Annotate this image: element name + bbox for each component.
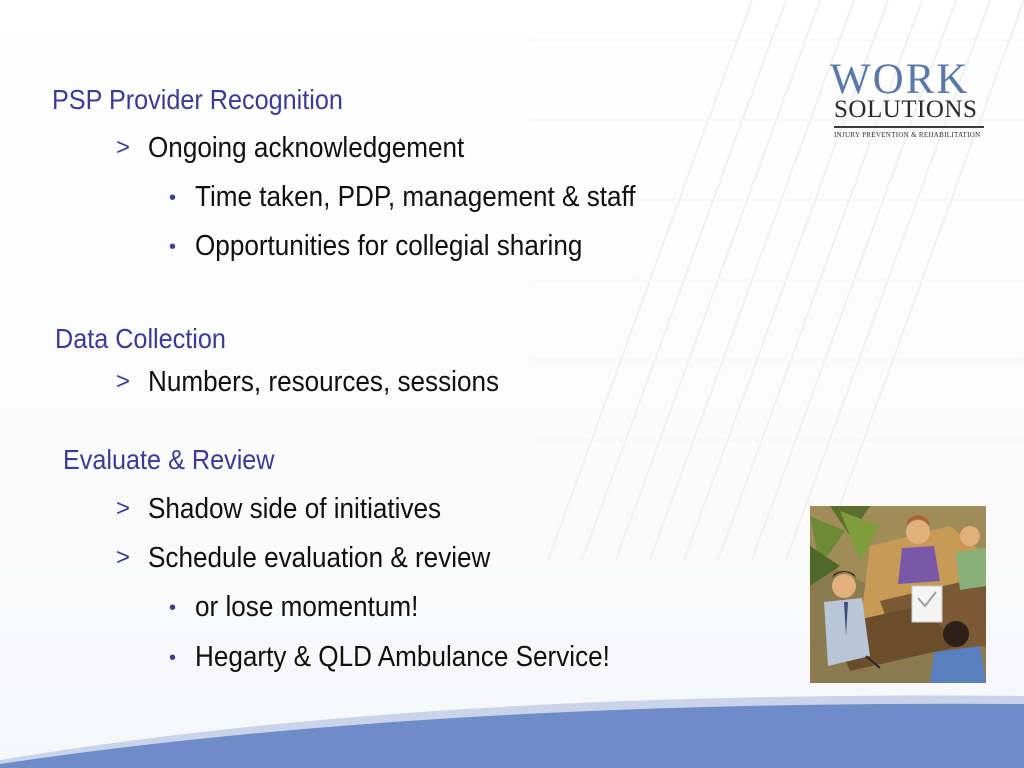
bullet-text: Shadow side of initiatives xyxy=(148,493,442,525)
dot-bullet-icon: • xyxy=(169,647,177,669)
bullet-item-level1 xyxy=(116,365,538,399)
bullet-text: or lose momentum! xyxy=(195,591,419,623)
bullet-item-level1 xyxy=(116,492,474,526)
section-heading-psp-provider-recognition: PSP Provider Recognition xyxy=(52,84,343,115)
bullet-item-level2 xyxy=(169,640,656,674)
dot-bullet-icon: • xyxy=(169,236,177,258)
dot-bullet-icon: • xyxy=(169,187,177,209)
bullet-text: Time taken, PDP, management & staff xyxy=(195,181,636,213)
section-heading-data-collection: Data Collection xyxy=(55,323,226,354)
chevron-bullet-icon: > xyxy=(116,368,131,395)
chevron-bullet-icon: > xyxy=(116,134,131,161)
bullet-text: Numbers, resources, sessions xyxy=(148,366,500,398)
bullet-text: Schedule evaluation & review xyxy=(148,542,491,574)
bullet-text: Opportunities for collegial sharing xyxy=(195,230,583,262)
chevron-bullet-icon: > xyxy=(116,544,131,571)
logo-word-work: WORK xyxy=(830,56,970,103)
logo-word-solutions: SOLUTIONS xyxy=(834,96,978,123)
logo-divider xyxy=(834,126,984,128)
bullet-item-level2 xyxy=(169,229,625,263)
bullet-item-level1 xyxy=(116,131,499,165)
work-solutions-logo xyxy=(826,58,988,142)
logo-tagline: INJURY PREVENTION & REHABILITATION xyxy=(834,131,981,139)
bullet-text: Ongoing acknowledgement xyxy=(148,132,465,164)
bullet-item-level2 xyxy=(169,180,685,214)
chevron-bullet-icon: > xyxy=(116,495,131,522)
bullet-text: Hegarty & QLD Ambulance Service! xyxy=(195,641,610,673)
dot-bullet-icon: • xyxy=(169,597,177,619)
bullet-item-level2 xyxy=(169,590,443,624)
section-heading-evaluate-review: Evaluate & Review xyxy=(63,444,275,475)
decorative-wave xyxy=(0,690,1024,768)
business-meeting-clipart xyxy=(810,506,986,683)
bullet-item-level1 xyxy=(116,541,528,575)
